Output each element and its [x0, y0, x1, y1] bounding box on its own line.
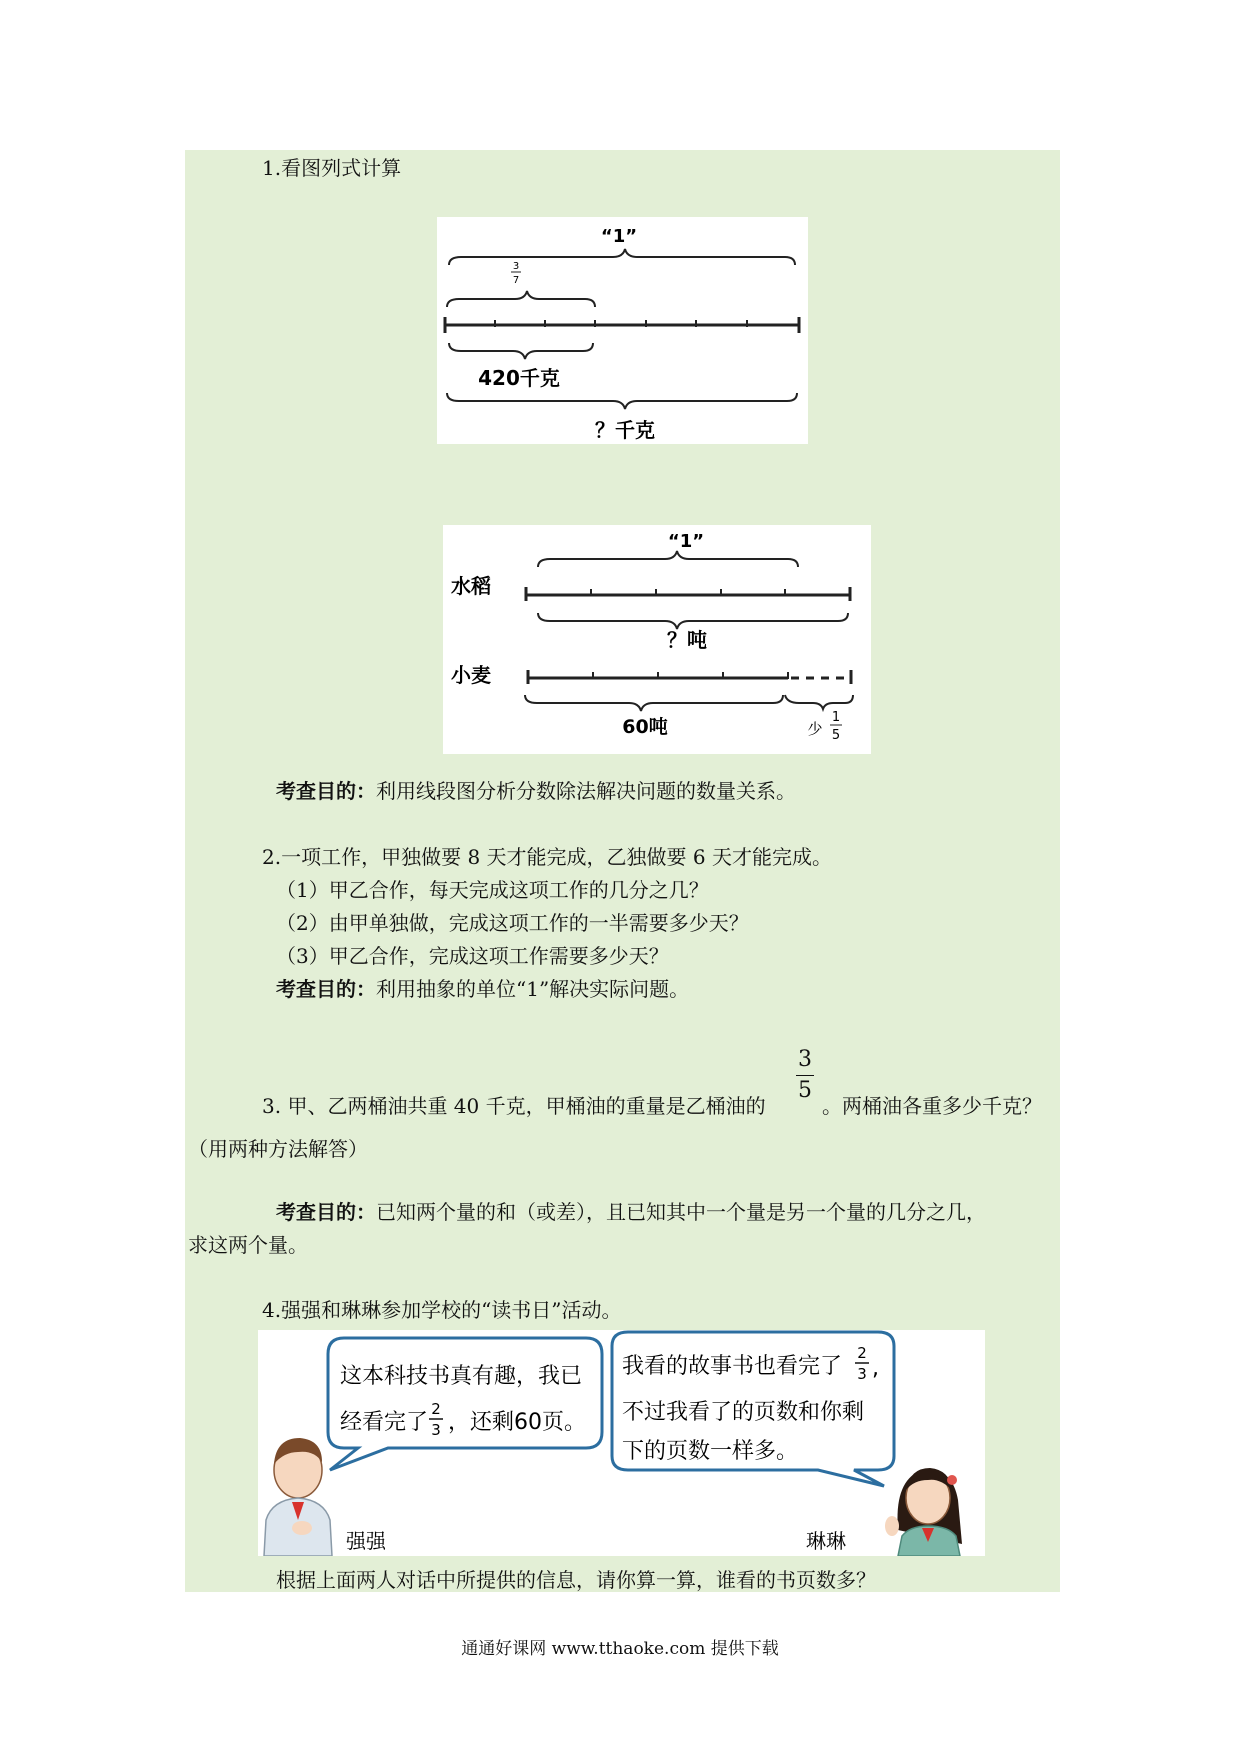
fig2-less-den: 5: [831, 728, 841, 743]
svg-text:,: ,: [872, 1356, 879, 1381]
bubble-left-line2b: ，还剩60页。: [448, 1410, 586, 1435]
q1-purpose: [276, 777, 796, 805]
fig1-unknown-label: ？千克: [595, 418, 655, 442]
bubble-left-line2a: 经看完了: [340, 1410, 429, 1435]
q2-item-2: （2）由甲单独做，完成这项工作的一半需要多少天？: [276, 911, 749, 935]
bubble-right-line1: 我看的故事书也看完了: [622, 1354, 843, 1379]
q4-question: 根据上面两人对话中所提供的信息，请你算一算，谁看的书页数多？: [276, 1568, 876, 1592]
fig2-one-label: “1”: [667, 531, 705, 552]
fig2-given-label: 60吨: [622, 716, 668, 738]
q3-text-after: 。两桶油各重多少千克？: [822, 1094, 1042, 1118]
fig1-one-label: “1”: [600, 226, 638, 247]
bubble-right-frac-den: 3: [857, 1365, 867, 1383]
q3-frac-num: 3: [798, 1047, 812, 1072]
q3-text-before: 3. 甲、乙两桶油共重 40 千克，甲桶油的重量是乙桶油的: [262, 1094, 766, 1118]
fig2-row1-label: 水稻: [451, 574, 491, 598]
purpose-label: 考查目的：: [276, 779, 376, 803]
bubble-left-line1: 这本科技书真有趣，我已: [340, 1364, 583, 1389]
purpose-text: 利用抽象的单位“1”解决实际问题。: [376, 977, 690, 1001]
q2-purpose: [276, 975, 689, 1003]
purpose-label: 考查目的：: [276, 977, 376, 1001]
purpose-text: 已知两个量的和（或差），且已知其中一个量是另一个量的几分之几，: [376, 1200, 986, 1224]
q3-line2: （用两种方法解答）: [188, 1137, 368, 1161]
dialogue-illustration: [258, 1330, 985, 1556]
name-right: 琳琳: [806, 1529, 846, 1553]
fig2-less-num: 1: [831, 710, 841, 725]
boy-illustration: [264, 1438, 332, 1556]
fig1-given-label: 420千克: [478, 366, 560, 390]
q2-item-1: （1）甲乙合作，每天完成这项工作的几分之几？: [276, 878, 709, 902]
fig2-less-label: 少: [807, 720, 823, 738]
fig1-frac-num: 3: [512, 261, 520, 272]
q3-frac-den: 5: [798, 1078, 812, 1103]
bubble-left-frac-den: 3: [431, 1421, 441, 1439]
q1-title: 1.看图列式计算: [262, 156, 402, 180]
fig2-row2-label: 小麦: [451, 663, 491, 687]
q3-purpose-line2: 求这两个量。: [188, 1233, 308, 1257]
bubble-right-line2: 不过我看了的页数和你剩: [622, 1400, 865, 1425]
q2-item-3: （3）甲乙合作，完成这项工作需要多少天？: [276, 944, 669, 968]
footer-credit: 通通好课网 www.tthaoke.com 提供下载: [461, 1639, 779, 1659]
bubble-right-line3: 下的页数一样多。: [622, 1439, 799, 1464]
fig2-unknown-label: ？吨: [667, 628, 707, 652]
q4-title: 4.强强和琳琳参加学校的“读书日”活动。: [262, 1298, 622, 1322]
bubble-right-frac-num: 2: [857, 1344, 867, 1362]
purpose-text: 利用线段图分析分数除法解决问题的数量关系。: [376, 779, 796, 803]
purpose-label: 考查目的：: [276, 1200, 376, 1224]
q2-title: 2.一项工作，甲独做要 8 天才能完成，乙独做要 6 天才能完成。: [262, 845, 832, 869]
line-diagram-2: [443, 525, 871, 754]
q3-purpose-line1: [276, 1198, 986, 1226]
q3-fraction: [793, 1047, 817, 1104]
fig1-frac-den: 7: [512, 275, 520, 286]
bubble-left-frac-num: 2: [431, 1400, 441, 1418]
name-left: 强强: [346, 1529, 386, 1553]
girl-illustration: [885, 1468, 962, 1556]
line-diagram-1: [437, 217, 808, 444]
